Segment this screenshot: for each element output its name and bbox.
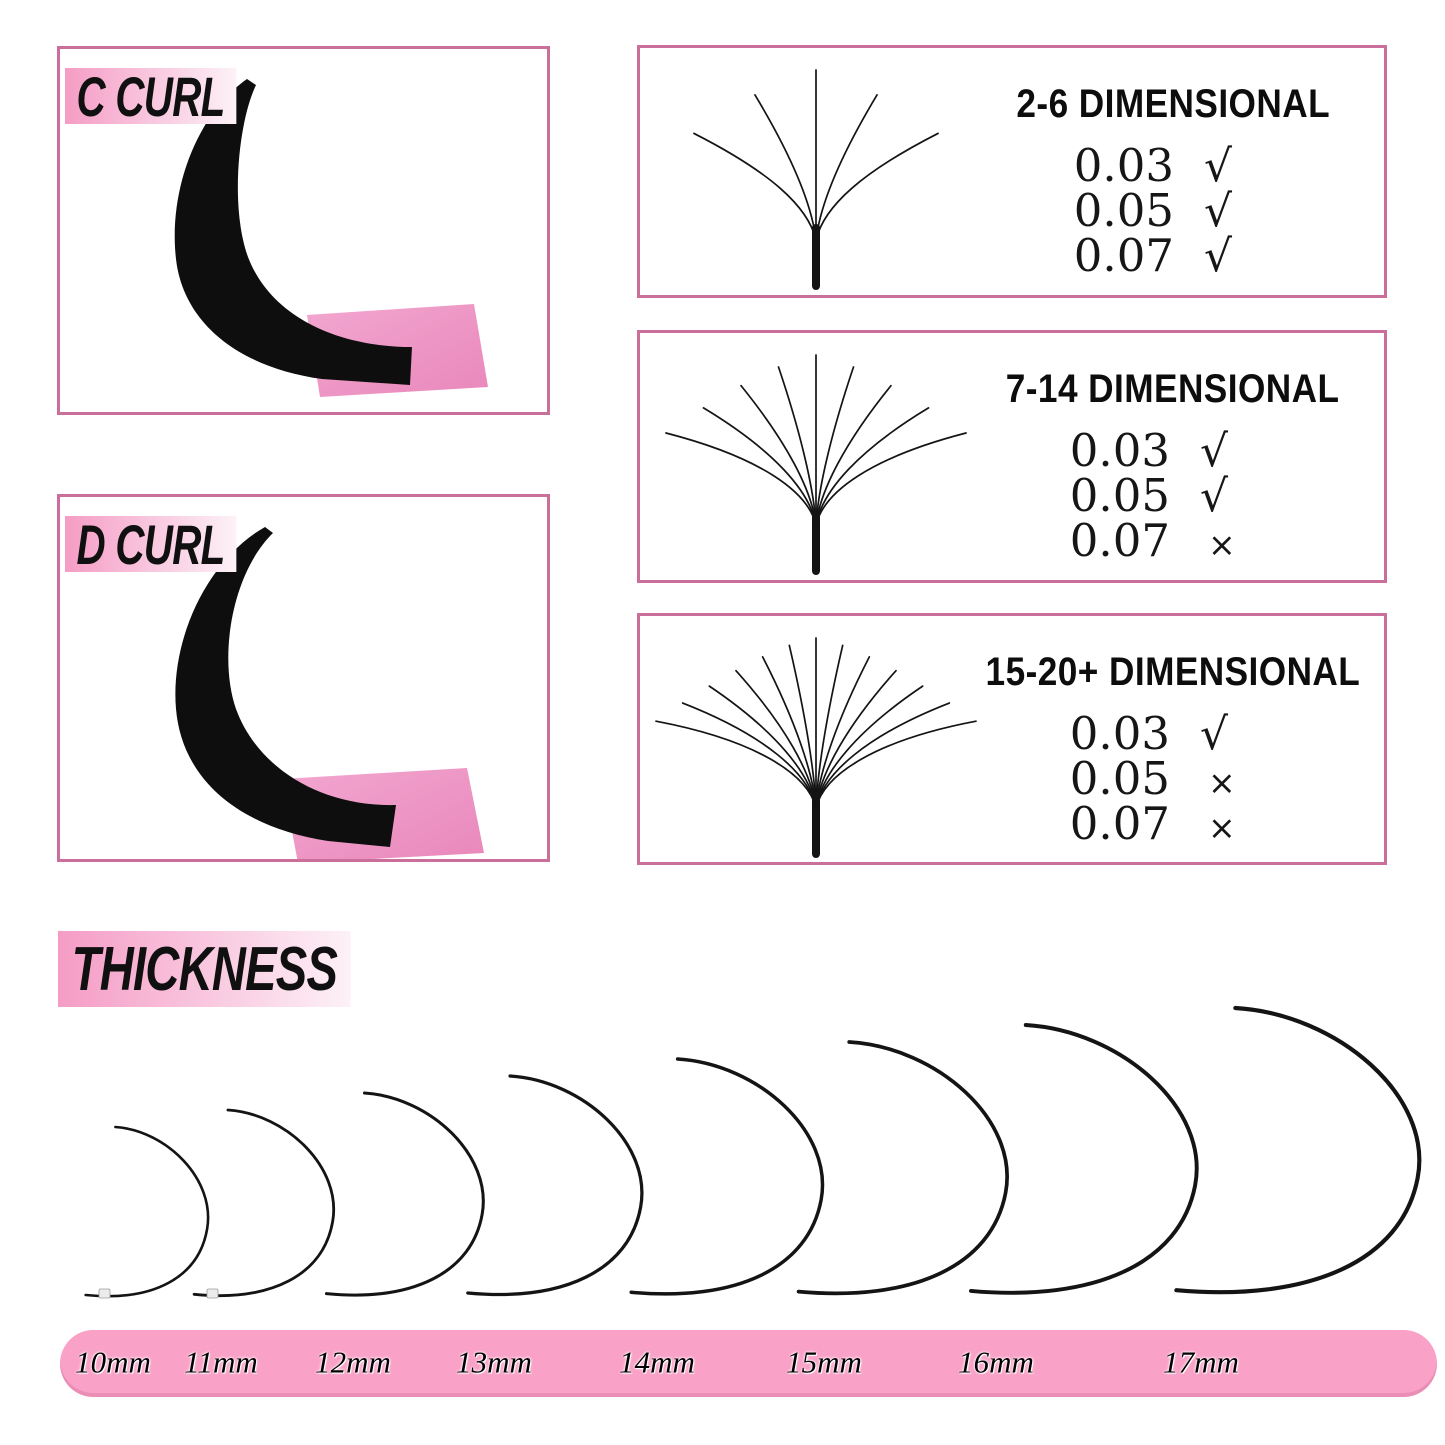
thickness-value: 0.07 — [1069, 514, 1170, 567]
list-item — [1058, 514, 1288, 567]
thickness-compatibility-list — [1062, 139, 1284, 282]
thickness-title-chip: THICKNESS — [58, 931, 351, 1007]
d-curl-title-chip: D CURL — [65, 516, 236, 572]
check-mark: √ — [1200, 709, 1229, 760]
size-label-12mm: 12mm — [315, 1344, 391, 1380]
c-curl-title-chip: C CURL — [65, 68, 236, 124]
list-item — [1058, 424, 1288, 477]
thickness-value: 0.07 — [1073, 229, 1174, 282]
dimensional-panel-15-20 — [637, 613, 1387, 865]
dimensional-info — [970, 616, 1376, 862]
list-item — [1058, 469, 1288, 522]
lash-curve-11mm — [194, 1110, 334, 1296]
list-item — [1058, 707, 1288, 760]
dimensional-info — [970, 333, 1376, 580]
lash-curve-17mm — [1176, 1008, 1419, 1292]
cross-mark: × — [1208, 763, 1236, 802]
dimensional-panel-2-6 — [637, 45, 1387, 298]
lash-fan-image — [646, 624, 986, 864]
size-label-10mm: 10mm — [75, 1344, 151, 1380]
d-curl-panel — [57, 494, 550, 862]
thickness-value: 0.07 — [1069, 797, 1170, 850]
size-label-15mm: 15mm — [786, 1344, 862, 1380]
cross-mark: × — [1208, 525, 1236, 564]
lash-curve-10mm — [86, 1127, 208, 1296]
dimensional-info — [970, 48, 1376, 295]
cross-mark: × — [1208, 808, 1236, 847]
list-item — [1058, 752, 1288, 805]
size-label-17mm: 17mm — [1163, 1344, 1239, 1380]
size-label-16mm: 16mm — [958, 1344, 1034, 1380]
lash-curve-14mm — [631, 1059, 822, 1294]
thickness-value: 0.05 — [1073, 184, 1174, 237]
thickness-value: 0.03 — [1069, 707, 1170, 760]
lash-length-curves — [0, 985, 1445, 1325]
thickness-value: 0.03 — [1069, 424, 1170, 477]
glue-dot — [99, 1289, 110, 1298]
size-bar — [60, 1330, 1437, 1397]
thickness-value: 0.05 — [1069, 469, 1170, 522]
size-label-11mm: 11mm — [184, 1344, 258, 1380]
dimensional-heading: 15-20+ DIMENSIONAL — [985, 650, 1361, 694]
list-item — [1058, 797, 1288, 850]
check-mark: √ — [1200, 471, 1229, 522]
dimensional-panel-7-14 — [637, 330, 1387, 583]
glue-dot — [207, 1289, 218, 1298]
dimensional-heading: 2-6 DIMENSIONAL — [1016, 82, 1330, 126]
thickness-compatibility-list — [1058, 707, 1288, 850]
thickness-value: 0.03 — [1073, 139, 1174, 192]
check-mark: √ — [1204, 231, 1233, 282]
list-item — [1062, 139, 1284, 192]
lash-fan-image — [646, 56, 986, 296]
c-curl-panel — [57, 46, 550, 415]
lash-curve-12mm — [326, 1093, 483, 1295]
lash-curve-15mm — [799, 1042, 1008, 1293]
thickness-compatibility-list — [1058, 424, 1288, 567]
check-mark: √ — [1204, 186, 1233, 237]
check-mark: √ — [1204, 141, 1233, 192]
size-label-13mm: 13mm — [456, 1344, 532, 1380]
check-mark: √ — [1200, 426, 1229, 477]
list-item — [1062, 184, 1284, 237]
thickness-value: 0.05 — [1069, 752, 1170, 805]
lash-fan-image — [646, 341, 986, 581]
lash-curve-13mm — [468, 1076, 642, 1294]
list-item — [1062, 229, 1284, 282]
dimensional-heading: 7-14 DIMENSIONAL — [1006, 367, 1340, 411]
size-label-14mm: 14mm — [619, 1344, 695, 1380]
